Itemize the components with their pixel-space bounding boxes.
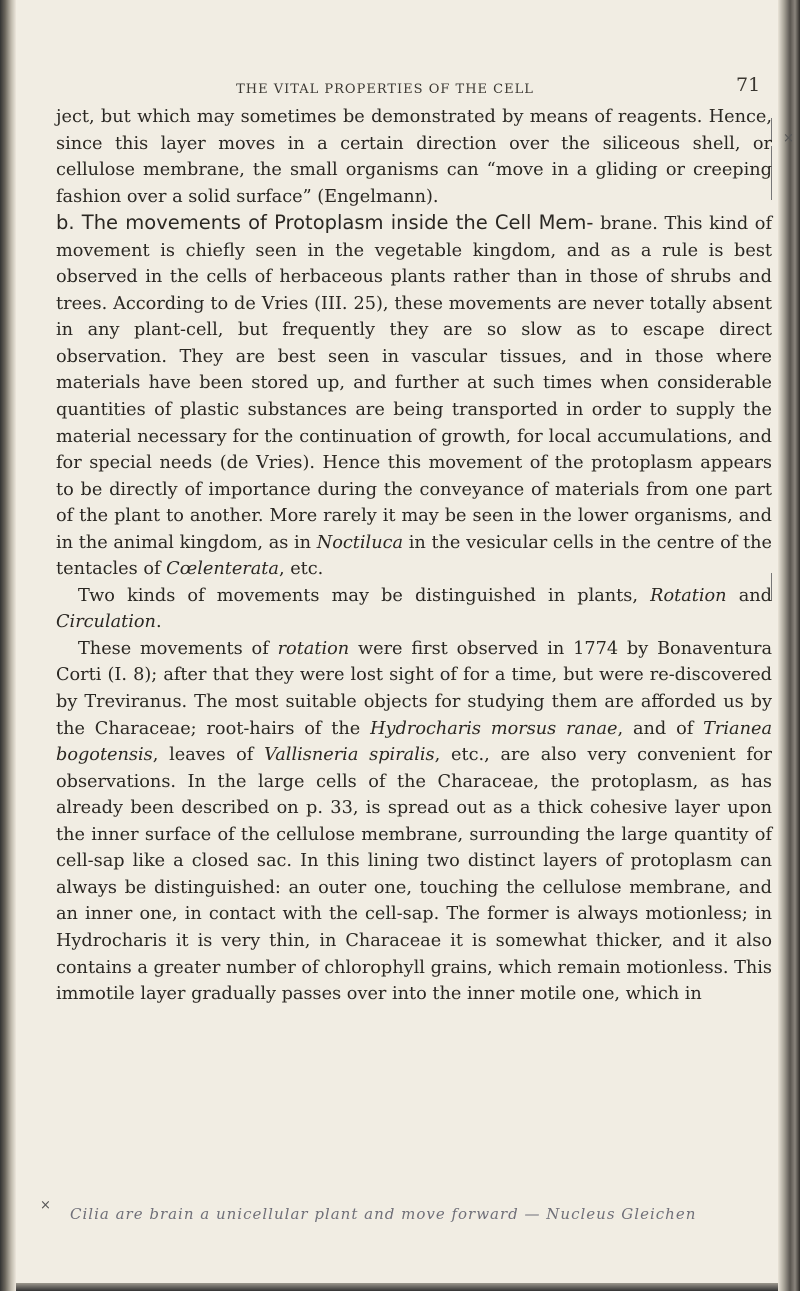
paragraph bbox=[56, 636, 772, 1008]
scan-border bbox=[16, 1283, 778, 1291]
text-run: and bbox=[726, 585, 772, 606]
text-run: . bbox=[155, 612, 162, 633]
paragraph bbox=[56, 104, 772, 210]
paragraph bbox=[56, 210, 772, 583]
italic-term: Circulation bbox=[56, 612, 156, 633]
text-run: Two kinds of movements may be distinguished in plants, bbox=[78, 585, 651, 606]
page-number: 71 bbox=[736, 74, 761, 96]
italic-term: Rotation bbox=[650, 585, 727, 606]
text-run: These movements of bbox=[78, 638, 278, 659]
margin-mark: × bbox=[40, 1198, 51, 1213]
text-run: ject, but which may sometimes be demonstrated by means of reagents. Hence, since this layer moves in a certain direction over the siliceous shell, or cellulose membrane, the small organisms can “move in a gliding or creeping fashion over a solid surface” (Engelmann). bbox=[56, 107, 772, 207]
book-spine-shadow bbox=[0, 0, 16, 1291]
paragraph bbox=[56, 583, 772, 636]
text-run: , etc. bbox=[278, 559, 324, 580]
margin-mark: × bbox=[783, 131, 794, 146]
italic-term: Noctiluca bbox=[316, 532, 404, 553]
text-run: in the vesicular cells in the centre of the tentacles of bbox=[56, 532, 772, 580]
text-run: brane. This kind of movement is chiefly seen in the vegetable kingdom, and as a rule is best observed in the cells of herbaceous plants rather than in those of shrubs and trees. According to de Vries (III. 25), these movements are never totally absent in any plant-cell, but frequently they are so slow as to escape direct observation. They are best seen in vascular tissues, and in those where materials have been stored up, and further at such times when considerable quantities of plastic substances are being transported in order to supply the material necessary for the continuation of growth, for local accumulations, and for special needs (de Vries). Hence this movement of the protoplasm appears to be directly of importance during the conveyance of materials from one part of the plant to another. More rarely it may be seen in the lower organisms, and in the animal kingdom, as in bbox=[56, 214, 773, 553]
text-run: , etc., are also very convenient for observations. In the large cells of the Characeae, the protoplasm, as has already been described on p. 33, is spread out as a thick cohesive layer upon the inner surface of the cellulose membrane, surrounding the large quantity of cell-sap like a closed sac. In this lining two distinct layers of protoplasm can always be distinguished: an outer one, touching the cellulose membrane, and an inner one, in contact with the cell-sap. The former is always motionless; in Hydrocharis it is very thin, in Characeae it is somewhat thicker, and it also contains a greater number of chlorophyll grains, which remain motionless. This immotile layer gradually passes over into the inner motile one, which in bbox=[56, 745, 772, 1005]
text-run: , leaves of bbox=[152, 745, 265, 766]
italic-term: Hydrocharis morsus ranae bbox=[370, 718, 618, 739]
italic-term: Trianea bogotensis bbox=[56, 718, 772, 766]
running-header: THE VITAL PROPERTIES OF THE CELL bbox=[236, 82, 534, 97]
italic-term: Vallisneria spiralis bbox=[264, 745, 435, 766]
text-run: , and of bbox=[617, 718, 704, 739]
handwritten-note: Cilia are brain a unicellular plant and move forward — Nucleus Gleichen bbox=[70, 1205, 697, 1223]
italic-term: rotation bbox=[277, 638, 350, 659]
text-run: were first observed in 1774 by Bonaventura Corti (I. 8); after that they were lost sight of for a time, but were re-discovered by Treviranus. The most suitable objects for studying them are afforded us by the Characeae; root-hairs of the bbox=[56, 638, 772, 739]
italic-term: Cœlenterata bbox=[166, 559, 279, 580]
body-text bbox=[56, 104, 772, 1008]
section-heading: b. The movements of Protoplasm inside the Cell Mem- bbox=[56, 211, 594, 235]
page-edge bbox=[778, 0, 800, 1291]
